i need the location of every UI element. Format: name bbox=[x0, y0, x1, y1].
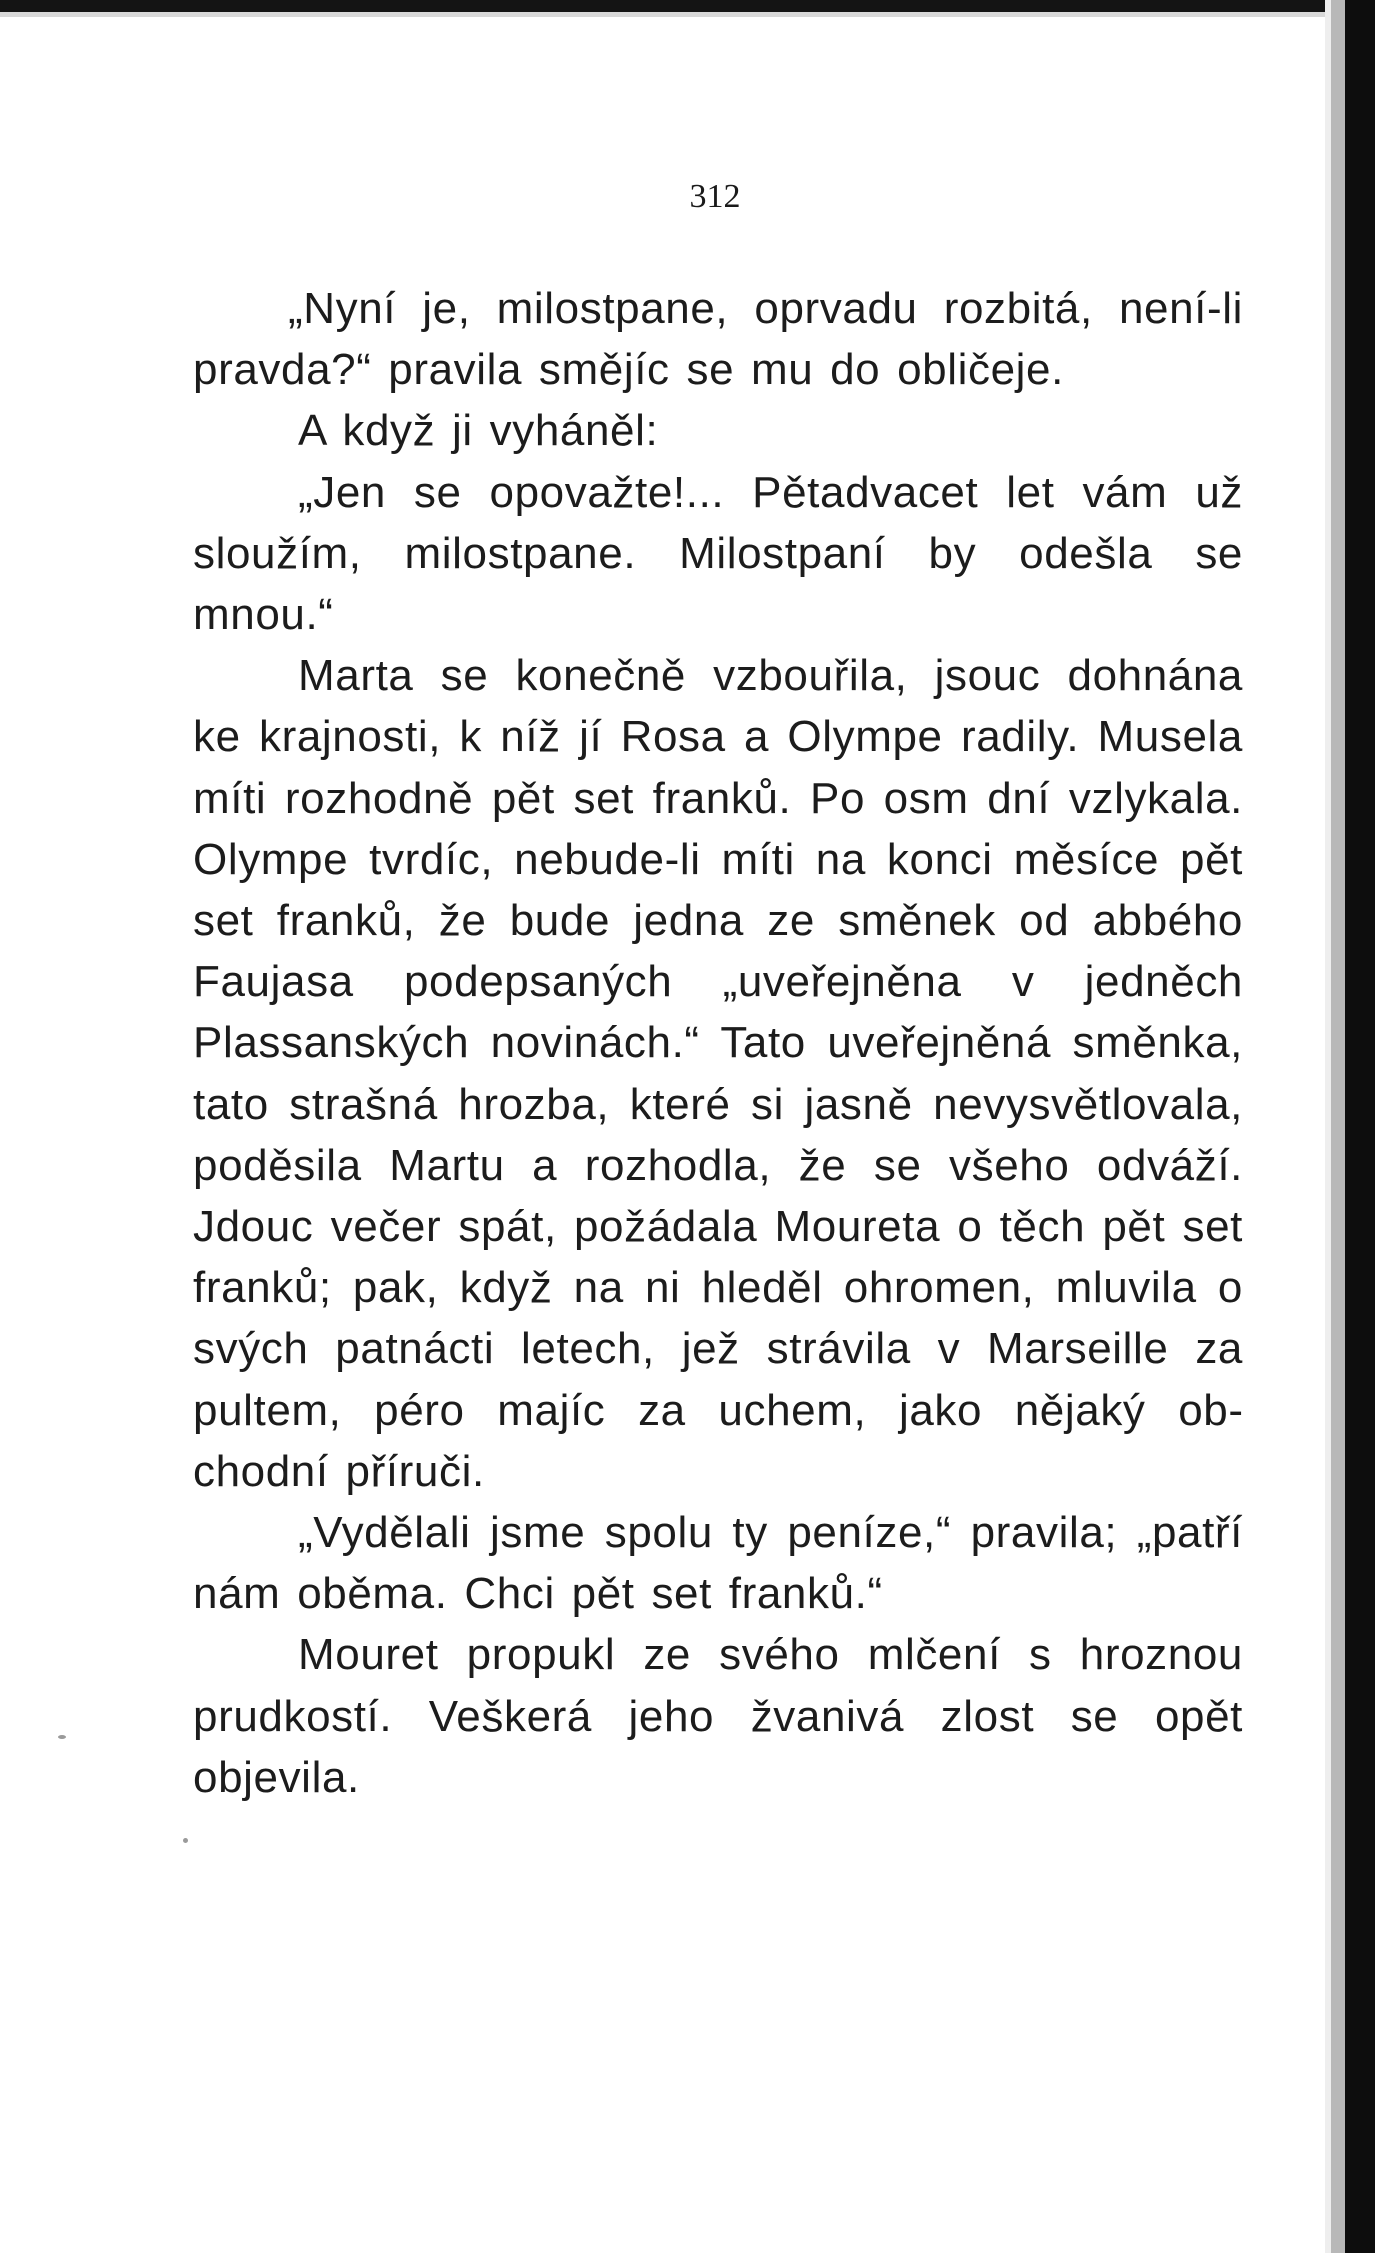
scan-speck bbox=[183, 1838, 188, 1843]
scan-edge-top-shadow bbox=[0, 12, 1375, 17]
scan-edge-top bbox=[0, 0, 1375, 12]
scan-edge-right-shadow bbox=[1331, 0, 1345, 2253]
paragraph-4: Marta se konečně vzbouřila, jsouc dohnána ke krajnosti, k níž jí Rosa a Olympe radily. Musela míti rozhodně pět set franků. Po osm dní vzlykala. Olympe tvrdíc, nebude-li míti na konci měsíce pět set franků, že bude jedna ze směnek od abbého Faujasa podepsaných „uveřejněna v jedněch Plassanských novinách.“ Tato uveřejněná směnka, tato strašná hrozba, které si jasně nevysvětlovala, poděsila Martu a rozhodla, že se všeho odváží. Jdouc večer spát, požádala Moureta o těch pět set franků; pak, když na ni hleděl ohromen, mluvila o svých patnácti letech, jež strávila v Marseille za pultem, péro majíc za uchem, jako nějaký obchodní příruči. bbox=[193, 651, 1243, 1496]
scan-speck bbox=[58, 1735, 66, 1739]
paragraph-2: A když ji vyháněl: bbox=[298, 406, 659, 456]
page-number: 312 bbox=[689, 178, 741, 215]
body-text bbox=[193, 278, 1243, 1808]
paragraph-3: „Jen se opovažte!... Pětadvacet let vám už sloužím, milostpane. Milostpaní by odešla se mnou.“ bbox=[193, 467, 1243, 640]
paragraph-6: Mouret propukl ze svého mlčení s hroznou prudkostí. Veškerá jeho žvanivá zlost se opět objevila. bbox=[193, 1630, 1243, 1802]
paragraph-5: „Vydělali jsme spolu ty peníze,“ pravila; „patří nám oběma. Chci pět set franků.“ bbox=[193, 1508, 1243, 1619]
paragraph-1: „Nyní je, milostpane, oprvadu rozbitá, není-li pravda?“ pravila smějíc se mu do obličeje. bbox=[193, 284, 1243, 395]
scan-edge-right bbox=[1345, 0, 1375, 2253]
